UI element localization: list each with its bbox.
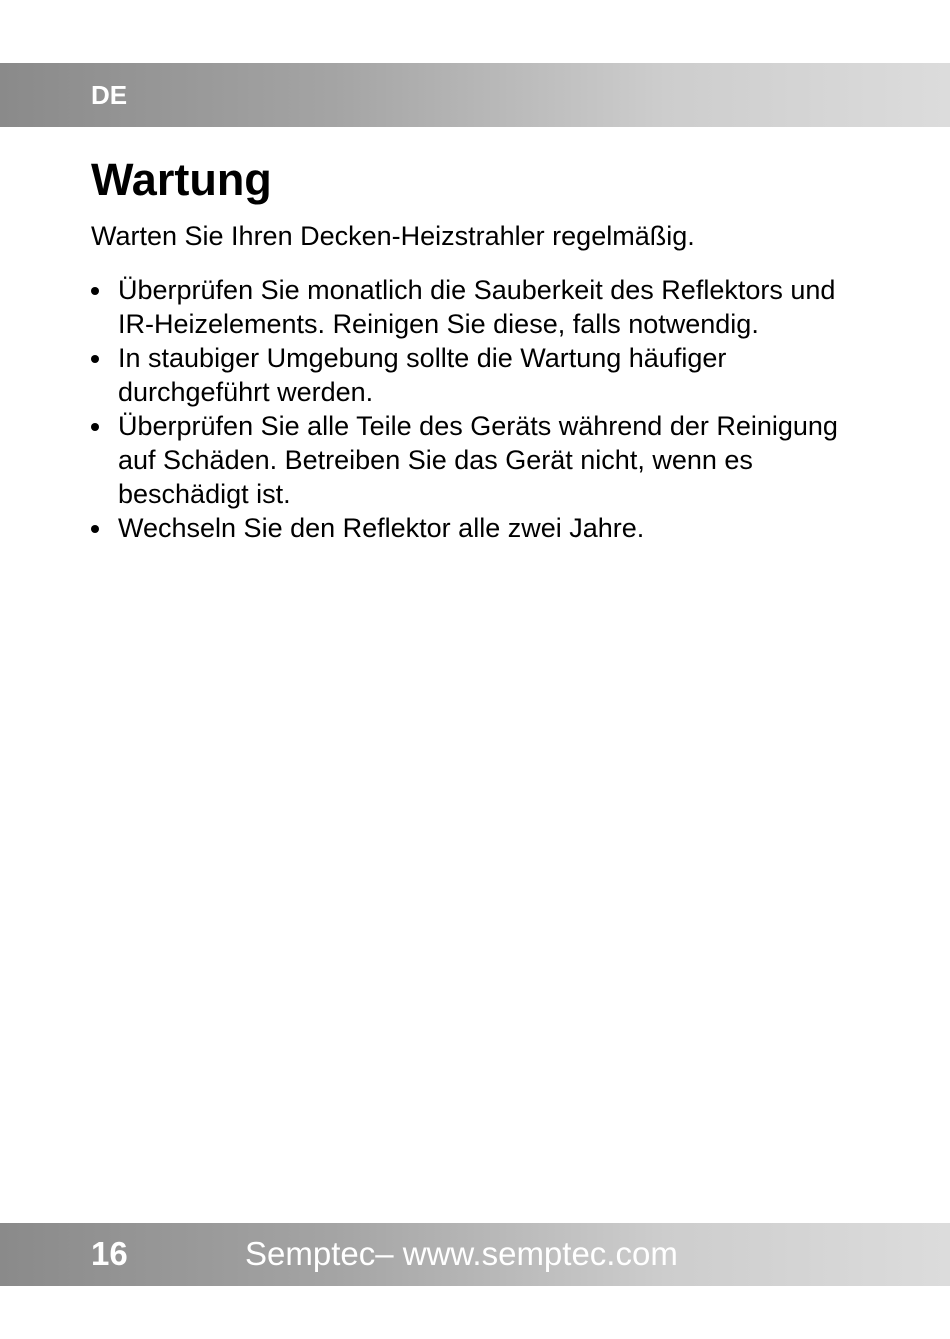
language-tag: DE bbox=[91, 80, 128, 110]
bullet-icon bbox=[91, 287, 99, 295]
list-item bbox=[91, 341, 871, 409]
list-item-text: Überprüfen Sie alle Teile des Geräts während der Reinigung auf Schäden. Betreiben Sie das Gerät nicht, wenn es beschädigt ist. bbox=[118, 411, 838, 509]
list-item bbox=[91, 273, 871, 341]
footer-website-text: Semptec– www.semptec.com bbox=[245, 1235, 678, 1272]
page-title: Wartung bbox=[91, 154, 272, 205]
page-number: 16 bbox=[91, 1235, 128, 1272]
list-item bbox=[91, 511, 871, 545]
maintenance-list bbox=[91, 273, 871, 545]
header-band bbox=[0, 63, 950, 127]
list-item-text: Überprüfen Sie monatlich die Sauberkeit des Reflektors und IR-Heizelements. Reinigen Sie diese, falls notwendig. bbox=[118, 275, 836, 339]
bullet-icon bbox=[91, 525, 99, 533]
list-item-text: In staubiger Umgebung sollte die Wartung häufiger durchgeführt werden. bbox=[118, 343, 727, 407]
bullet-icon bbox=[91, 423, 99, 431]
list-item bbox=[91, 409, 871, 511]
bullet-icon bbox=[91, 355, 99, 363]
intro-paragraph: Warten Sie Ihren Decken-Heizstrahler regelmäßig. bbox=[91, 221, 695, 251]
list-item-text: Wechseln Sie den Reflektor alle zwei Jahre. bbox=[118, 513, 645, 543]
